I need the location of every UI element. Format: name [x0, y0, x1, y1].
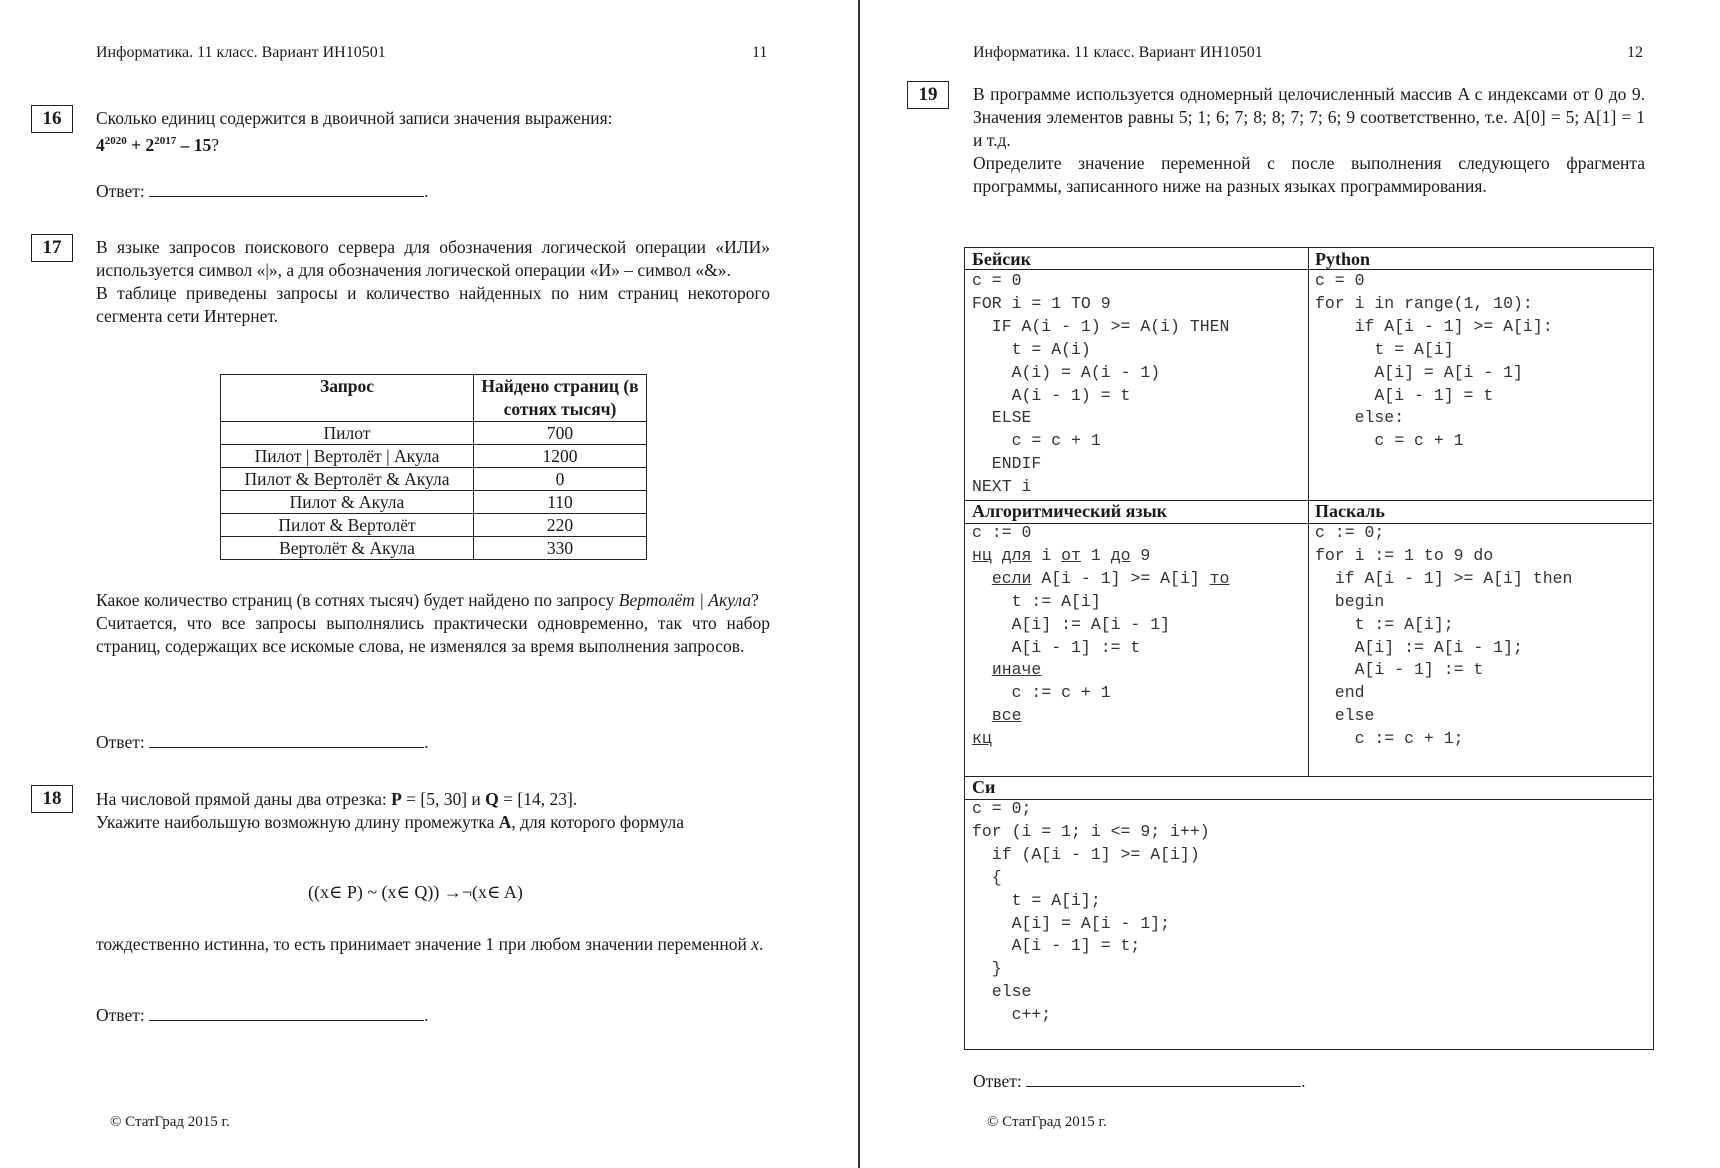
- basic-cell: [965, 248, 1308, 499]
- pascal-title: Паскаль: [1315, 501, 1385, 521]
- python-cell: [1308, 248, 1652, 453]
- query-table: [220, 374, 647, 560]
- page-11: [0, 0, 858, 1168]
- algorithmic-title: Алгоритмический язык: [972, 501, 1168, 521]
- table-row: Пилот | Вертолёт | Акула 1200: [221, 445, 647, 468]
- algorithmic-cell: [965, 500, 1308, 751]
- task-18-formula: ((x∈ P) ~ (x∈ Q)) →¬(x∈ A): [308, 882, 523, 902]
- basic-title: Бейсик: [972, 249, 1031, 269]
- python-code: c = 0 for i in range(1, 10): if A[i - 1] >= A[i]: t = A[i] A[i] = A[i - 1] A[i - 1] = t else: c = c + 1: [1315, 271, 1553, 451]
- table-row: Пилот & Вертолёт 220: [221, 514, 647, 537]
- code-table: [964, 247, 1654, 1050]
- page-12: [862, 0, 1720, 1168]
- copyright: © СтатГрад 2015 г.: [110, 1114, 230, 1130]
- task-16-answer[interactable]: Ответ: .: [96, 181, 429, 201]
- c-cell: [965, 776, 1652, 1027]
- task-17-question: Какое количество страниц (в сотнях тысяч) будет найдено по запросу Вертолёт | Акула? Считается, что все запросы выполнялись практически одновременно, так что набор страниц, содержащих все искомые слова, не изменялся за время выполнения запросов.: [96, 590, 770, 656]
- task-19-answer[interactable]: Ответ: .: [973, 1071, 1306, 1091]
- table-row: Пилот 700: [221, 422, 647, 445]
- page-header: Информатика. 11 класс. Вариант ИН10501: [973, 44, 1263, 61]
- task-16-expression: $4^{2020} + 2^{2017} - 15$: [96, 134, 212, 155]
- pascal-cell: [1308, 500, 1652, 751]
- table-row: Пилот & Акула 110: [221, 491, 647, 514]
- copyright: © СтатГрад 2015 г.: [987, 1114, 1107, 1130]
- c-code: c = 0; for (i = 1; i <= 9; i++) if (A[i - 1] >= A[i]) { t = A[i]; A[i] = A[i - 1]; A[i - 1] = t; } else c++;: [972, 799, 1210, 1025]
- page-number: 12: [1627, 44, 1643, 61]
- task-18-answer[interactable]: Ответ: .: [96, 1005, 429, 1025]
- page-number: 11: [752, 44, 768, 61]
- c-title: Си: [972, 777, 996, 797]
- answer-line[interactable]: [149, 1004, 424, 1021]
- task-17-answer[interactable]: Ответ: .: [96, 732, 429, 752]
- basic-code: c = 0 FOR i = 1 TO 9 IF A(i - 1) >= A(i) THEN t = A(i) A(i) = A(i - 1) A(i - 1) = t ELSE c = c + 1 ENDIF NEXT i: [972, 271, 1230, 497]
- python-title: Python: [1315, 249, 1371, 269]
- answer-line[interactable]: [1026, 1070, 1301, 1087]
- task-17-intro: В языке запросов поискового сервера для обозначения логической операции «ИЛИ» используется символ «|», а для обозначения логической операции «И» – символ «&». В таблице приведены запросы и количество найденных по ним страниц некоторого сегмента сети Интернет.: [96, 237, 770, 326]
- task-16-text: Сколько единиц содержится в двоичной записи значения выражения: $4^{2020} + 2^{2017} - 15$?: [96, 108, 613, 155]
- answer-line[interactable]: [149, 180, 424, 197]
- page-divider: [858, 0, 860, 1168]
- task-16-question: Сколько единиц содержится в двоичной записи значения выражения:: [96, 108, 613, 128]
- task-18-condition: тождественно истинна, то есть принимает значение 1 при любом значении переменной x.: [96, 934, 764, 954]
- table-row: Пилот & Вертолёт & Акула 0: [221, 468, 647, 491]
- table-row: Вертолёт & Акула 330: [221, 537, 647, 560]
- table-header-row: Запрос Найдено страниц (в сотнях тысяч): [221, 375, 647, 422]
- task-18-text: На числовой прямой даны два отрезка: P = [5, 30] и Q = [14, 23]. Укажите наибольшую возможную длину промежутка A, для которого формула: [96, 789, 684, 832]
- task-19-intro: В программе используется одномерный целочисленный массив A с индексами от 0 до 9. Значения элементов равны 5; 1; 6; 7; 8; 8; 7; 7; 6; 9 соответственно, т.е. A[0] = 5; A[1] = 1 и т.д. Определите значение переменной c после выполнения следующего фрагмента программы, записанного ниже на разных языках программирования.: [973, 84, 1645, 196]
- page-header: Информатика. 11 класс. Вариант ИН10501: [96, 44, 386, 61]
- answer-line[interactable]: [149, 731, 424, 748]
- algorithmic-code: c := 0 нц для i от 1 до 9 если A[i - 1] >= A[i] то t := A[i] A[i] := A[i - 1] A[i - 1] := t иначе c := c + 1 все кц: [972, 523, 1230, 749]
- task-number-18: 18: [31, 785, 73, 813]
- task-number-19: 19: [907, 81, 949, 109]
- task-number-16: 16: [31, 105, 73, 133]
- task-number-17: 17: [31, 234, 73, 262]
- pascal-code: c := 0; for i := 1 to 9 do if A[i - 1] >= A[i] then begin t := A[i]; A[i] := A[i - 1]; A[i - 1] := t end else c := c + 1;: [1315, 523, 1573, 749]
